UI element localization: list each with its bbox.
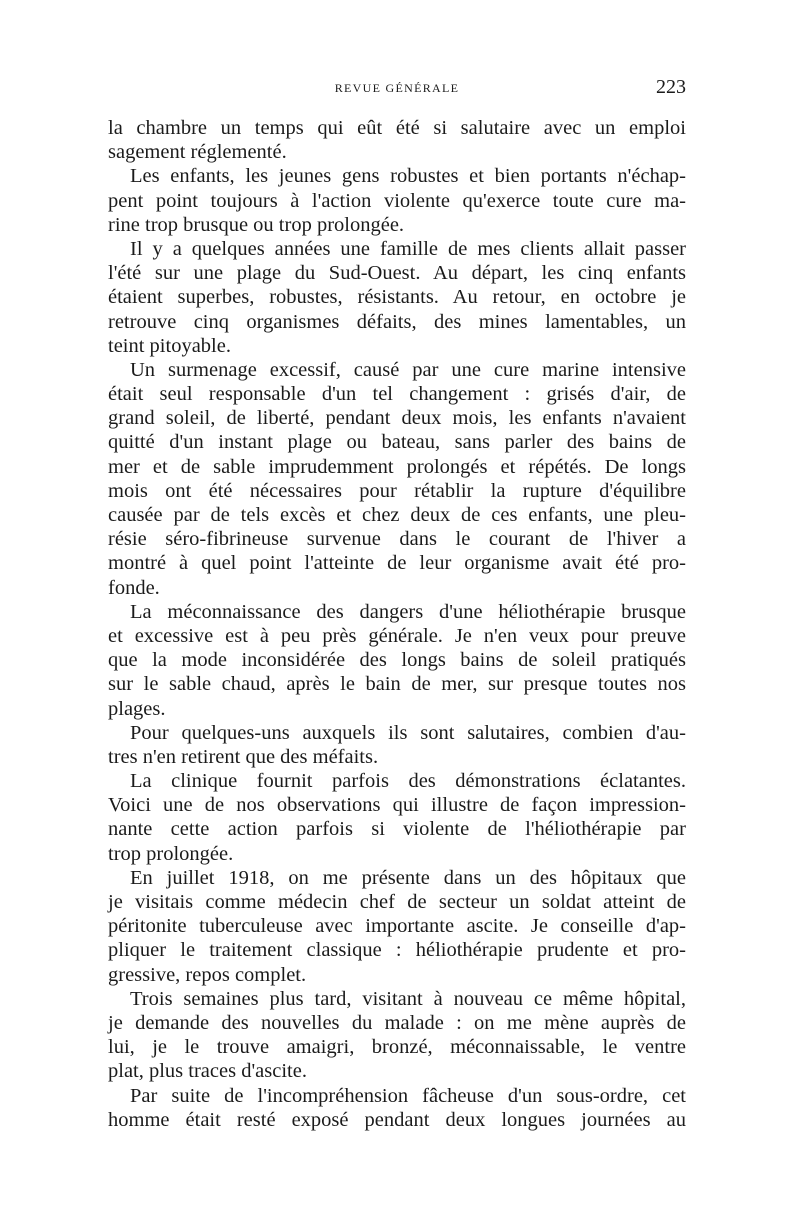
text-line: Il y a quelques années une famille de mes clients allait passer [130, 237, 686, 260]
text-line: l'été sur une plage du Sud-Ouest. Au départ, les cinq enfants [108, 262, 686, 285]
text-line: pliquer le traitement classique : héliothérapie prudente et pro- [108, 939, 686, 962]
running-head [108, 78, 686, 98]
text-line: je visitais comme médecin chef de secteur un soldat atteint de [108, 891, 686, 913]
text-line: teint pitoyable. [108, 334, 231, 357]
text-line: rine trop brusque ou trop prolongée. [108, 213, 405, 236]
text-line: retrouve cinq organismes défaits, des mines lamentables, un [108, 310, 686, 333]
text-line: La méconnaissance des dangers d'une héliothérapie brusque [130, 600, 686, 623]
text-line: tres n'en retirent que des méfaits. [108, 745, 379, 768]
text-line: sur le sable chaud, après le bain de mer, sur presque toutes nos [108, 673, 686, 696]
text-line: plages. [108, 697, 166, 720]
text-line: pent point toujours à l'action violente qu'exerce toute cure ma- [108, 189, 686, 212]
text-line: étaient superbes, robustes, résistants. Au retour, en octobre je [108, 286, 686, 309]
text-line: mois ont été nécessaires pour rétablir la rupture d'équilibre [108, 479, 686, 502]
text-line: homme était resté exposé pendant deux longues journées au [108, 1108, 686, 1131]
text-line: Un surmenage excessif, causé par une cure marine intensive [130, 358, 686, 381]
text-line: lui, je le trouve amaigri, bronzé, méconnaissable, le ventre [108, 1036, 686, 1059]
text-line: nante cette action parfois si violente de l'héliothérapie par [108, 818, 686, 841]
text-line: grand soleil, de liberté, pendant deux mois, les enfants n'avaient [108, 407, 686, 430]
text-line: que la mode inconsidérée des longs bains de soleil pratiqués [108, 649, 686, 672]
text-line: La clinique fournit parfois des démonstrations éclatantes. [130, 770, 686, 793]
text-line: je demande des nouvelles du malade : on me mène auprès de [108, 1011, 686, 1034]
text-line: fonde. [108, 576, 160, 599]
body-text [108, 116, 686, 1132]
running-title: REVUE GÉNÉRALE [334, 81, 460, 95]
text-line: Les enfants, les jeunes gens robustes et bien portants n'échap- [130, 165, 686, 188]
text-line: Par suite de l'incompréhension fâcheuse d'un sous-ordre, cet [130, 1084, 686, 1107]
text-line: et excessive est à peu près générale. Je n'en veux pour preuve [108, 624, 686, 647]
text-line: plat, plus traces d'ascite. [108, 1060, 307, 1083]
text-line: gressive, repos complet. [108, 963, 307, 986]
text-line: résie séro-fibrineuse survenue dans le courant de l'hiver a [108, 528, 686, 551]
text-line: la chambre un temps qui eût été si salutaire avec un emploi [108, 117, 686, 139]
text-line: quitté d'un instant plage ou bateau, sans parler des bains de [108, 431, 686, 454]
text-line: Trois semaines plus tard, visitant à nouveau ce même hôpital, [130, 987, 686, 1010]
text-line: montré à quel point l'atteinte de leur organisme avait été pro- [108, 552, 686, 575]
text-line: trop prolongée. [108, 842, 234, 865]
text-line: péritonite tuberculeuse avec importante ascite. Je conseille d'ap- [108, 915, 686, 938]
text-line: Voici une de nos observations qui illustre de façon impression- [108, 794, 686, 817]
text-line: était seul responsable d'un tel changement : grisés d'air, de [108, 383, 686, 406]
text-line: En juillet 1918, on me présente dans un des hôpitaux que [130, 866, 686, 889]
page-number: 223 [656, 76, 686, 98]
text-line: sagement réglementé. [108, 141, 287, 164]
text-line: Pour quelques-uns auxquels ils sont salutaires, combien d'au- [130, 721, 686, 744]
text-line: mer et de sable imprudemment prolongés et répétés. De longs [108, 455, 686, 478]
text-line: causée par de tels excès et chez deux de ces enfants, une pleu- [108, 504, 686, 526]
